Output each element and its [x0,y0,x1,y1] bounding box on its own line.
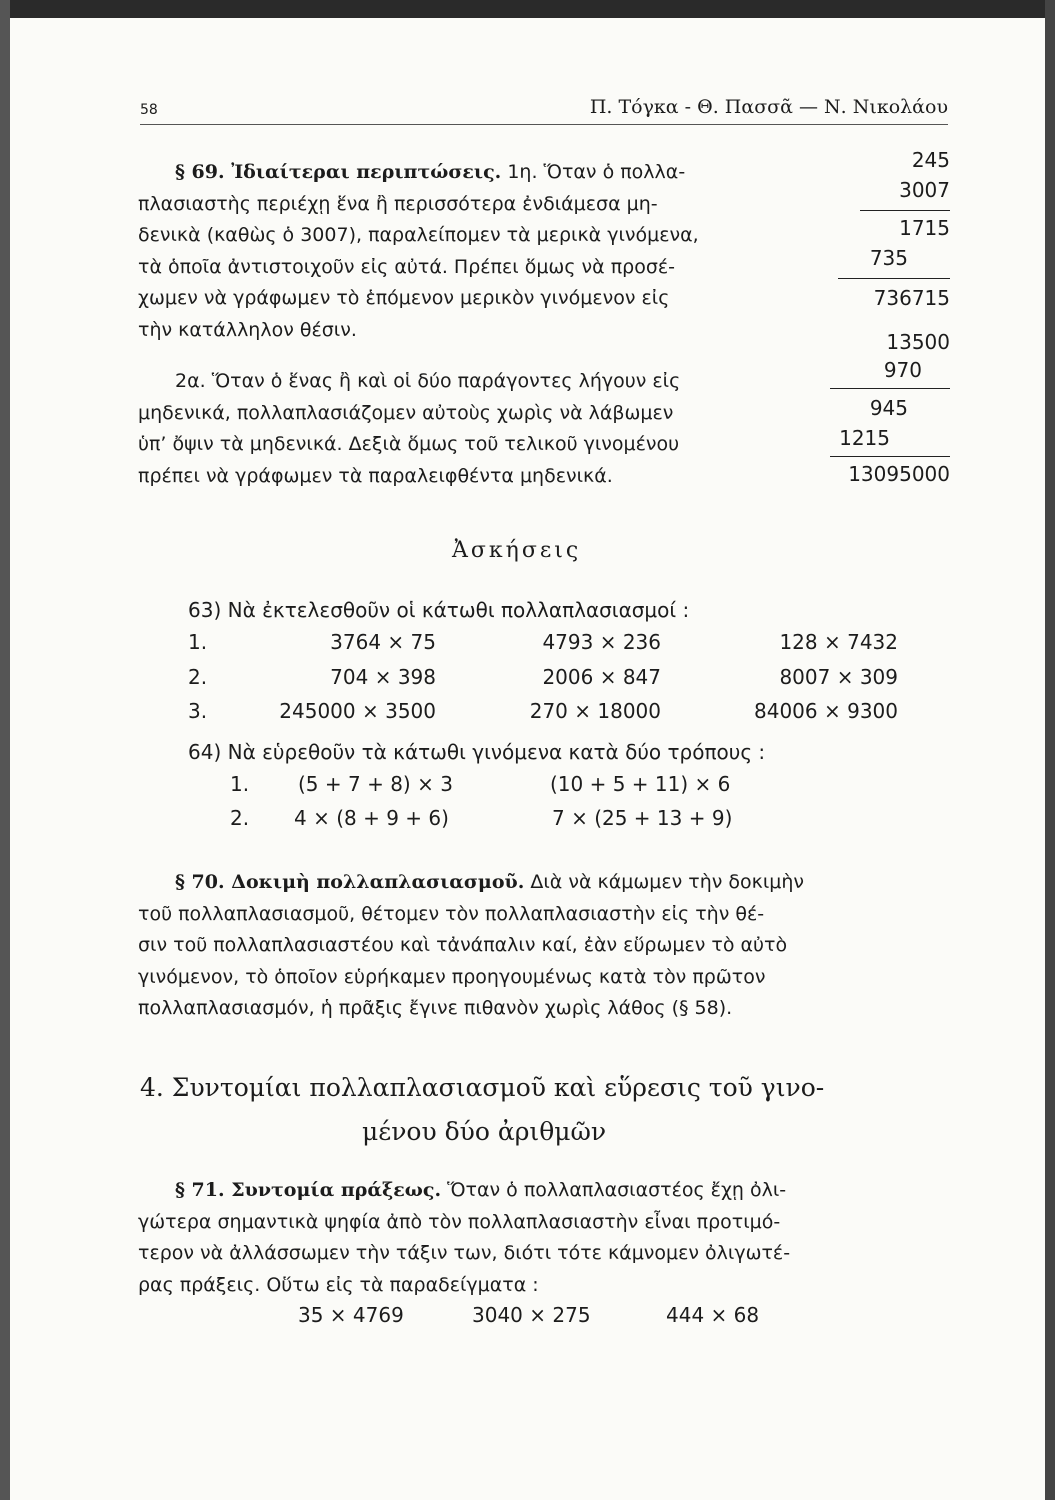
ex63-cell-b: 2006 × 847 [542,665,661,689]
ex64-row-number: 1. [230,772,250,796]
ex64-cell-b: 7 × (25 + 13 + 9) [552,806,733,830]
calc1-product: 736715 [873,286,950,310]
s71-line-3: τερον νὰ ἀλλάσσωμεν τὴν τάξιν των, διότι τότε κάμνομεν ὀλιγωτέ- [138,1242,791,1264]
s69-line-4: τὰ ὁποῖα ἀντιστοιχοῦν εἰς αὐτά. Πρέπει ὅμως νὰ προσέ- [138,255,676,278]
s69-paragraph-1 [138,157,815,346]
ex63-label: 63) Νὰ ἐκτελεσθοῦν οἱ κάτωθι πολλαπλασιασμοί : [188,598,690,622]
running-head: Π. Τόγκα - Θ. Πασσᾶ — Ν. Νικολάου [589,96,948,118]
section-4-line-1: 4. Συντομίαι πολλαπλασιασμοῦ καὶ εὕρεσις τοῦ γινο- [140,1073,825,1102]
s70-heading: § 70. Δοκιμὴ πολλαπλασιασμοῦ. [175,871,525,893]
calc1-partial-2: 735 [869,246,908,270]
s71-example-1: 35 × 4769 [298,1303,404,1327]
s70-line-5: πολλαπλασιασμόν, ἡ πρᾶξις ἔγινε πιθανὸν χωρὶς λάθος (§ 58). [138,997,733,1019]
ex63-row-number: 2. [188,665,208,689]
ex63-row-number: 1. [188,630,208,654]
ex63-cell-a: 245000 × 3500 [279,699,436,723]
ex63-cell-a: 3764 × 75 [330,630,436,654]
ex63-cell-b: 4793 × 236 [542,630,661,654]
calc1-rule-2 [838,278,950,279]
ex63-cell-b: 270 × 18000 [529,699,661,723]
scan-top-edge [0,0,1055,18]
s69-line-6: τὴν κατάλληλον θέσιν. [138,318,357,341]
s69-line-5: χωμεν νὰ γράφωμεν τὸ ἑπόμενον μερικὸν γινόμενον εἰς [138,287,670,309]
s70-line-2: τοῦ πολλαπλασιασμοῦ, θέτομεν τὸν πολλαπλασιαστὴν εἰς τὴν θέ- [138,902,765,925]
calc2-multiplier: 970 [883,358,922,382]
s69-line-1: § 69. Ἰδιαίτεραι περιπτώσεις. 1η. Ὅταν ὁ πολλα- [175,161,686,183]
s71-heading: § 71. Συντομία πράξεως. [175,1179,442,1201]
s69-line-2: πλασιαστὴς περιέχῃ ἕνα ἢ περισσότερα ἐνδιάμεσα μη- [138,192,658,215]
s71-line-4: ρας πράξεις. Οὕτω εἰς τὰ παραδείγματα : [138,1273,539,1296]
calc2-rule-2 [830,456,950,457]
section-4-line-2: μένου δύο ἀριθμῶν [362,1117,607,1146]
ex63-cell-c: 84006 × 9300 [754,699,898,723]
ex64-row-number: 2. [230,806,250,830]
ex64-row-1 [230,772,830,802]
ex63-cell-c: 8007 × 309 [779,665,898,689]
ex64-row-2 [230,806,830,836]
page-number: 58 [140,102,158,118]
s69-2-line-1: 2α. Ὅταν ὁ ἕνας ἢ καὶ οἱ δύο παράγοντες λήγουν εἰς [175,370,681,392]
calc2-product: 13095000 [848,462,950,486]
s70-paragraph [138,867,965,1025]
exercises-title: Ἀσκήσεις [452,538,582,563]
calc1-rule-1 [860,210,950,211]
calc1-partial-1: 1715 [899,216,950,240]
calc2-partial-1: 945 [869,396,908,420]
ex63-cell-c: 128 × 7432 [779,630,898,654]
s69-heading: § 69. Ἰδιαίτεραι περιπτώσεις. [175,161,502,183]
ex64-cell-a: 4 × (8 + 9 + 6) [294,806,449,830]
s71-paragraph [138,1175,965,1301]
s71-line-1: § 71. Συντομία πράξεως. Ὅταν ὁ πολλαπλασιαστέος ἔχῃ ὀλι- [175,1179,787,1201]
s69-line-3: δενικὰ (καθὼς ὁ 3007), παραλείπομεν τὰ μερικὰ γινόμενα, [138,224,699,246]
ex64-cell-b: (10 + 5 + 11) × 6 [550,772,731,796]
ex63-row-3 [188,699,908,729]
section-4-heading [140,1066,970,1154]
s70-line-1: § 70. Δοκιμὴ πολλαπλασιασμοῦ. Διὰ νὰ κάμωμεν τὴν δοκιμὴν [175,871,805,893]
ex63-cell-a: 704 × 398 [330,665,436,689]
ex63-row-1 [188,630,908,660]
calc2-partial-2: 1215 [839,426,890,450]
s69-2-line-2: μηδενικά, πολλαπλασιάζομεν αὐτοὺς χωρὶς νὰ λάβωμεν [138,401,674,424]
ex63-row-2 [188,665,908,695]
calc2-multiplicand: 13500 [886,330,950,354]
scan-left-edge [0,0,10,1500]
ex63-row-number: 3. [188,699,208,723]
s71-example-2: 3040 × 275 [472,1303,591,1327]
scan-right-edge [1045,0,1055,1500]
page-header [140,94,948,125]
calc2-rule-1 [830,388,950,389]
calc1-multiplicand: 245 [911,148,950,172]
s69-paragraph-2 [138,366,815,492]
s71-examples [298,1303,818,1333]
ex64-cell-a: (5 + 7 + 8) × 3 [298,772,453,796]
s69-2-line-3: ὑπ’ ὄψιν τὰ μηδενικά. Δεξιὰ ὅμως τοῦ τελικοῦ γινομένου [138,433,680,455]
s71-line-2: γώτερα σημαντικὰ ψηφία ἀπὸ τὸν πολλαπλασιαστὴν εἶναι προτιμό- [138,1210,781,1233]
s70-line-4: γινόμενον, τὸ ὁποῖον εὑρήκαμεν προηγουμένως κατὰ τὸν πρῶτον [138,965,766,988]
s70-line-3: σιν τοῦ πολλαπλασιαστέου καὶ τἀνάπαλιν καί, ἐὰν εὕρωμεν τὸ αὐτὸ [138,934,788,956]
calc1-multiplier: 3007 [899,178,950,202]
s71-example-3: 444 × 68 [666,1303,760,1327]
s69-2-line-4: πρέπει νὰ γράφωμεν τὰ παραλειφθέντα μηδενικά. [138,464,613,487]
ex64-label: 64) Νὰ εὑρεθοῦν τὰ κάτωθι γινόμενα κατὰ δύο τρόπους : [188,740,766,764]
